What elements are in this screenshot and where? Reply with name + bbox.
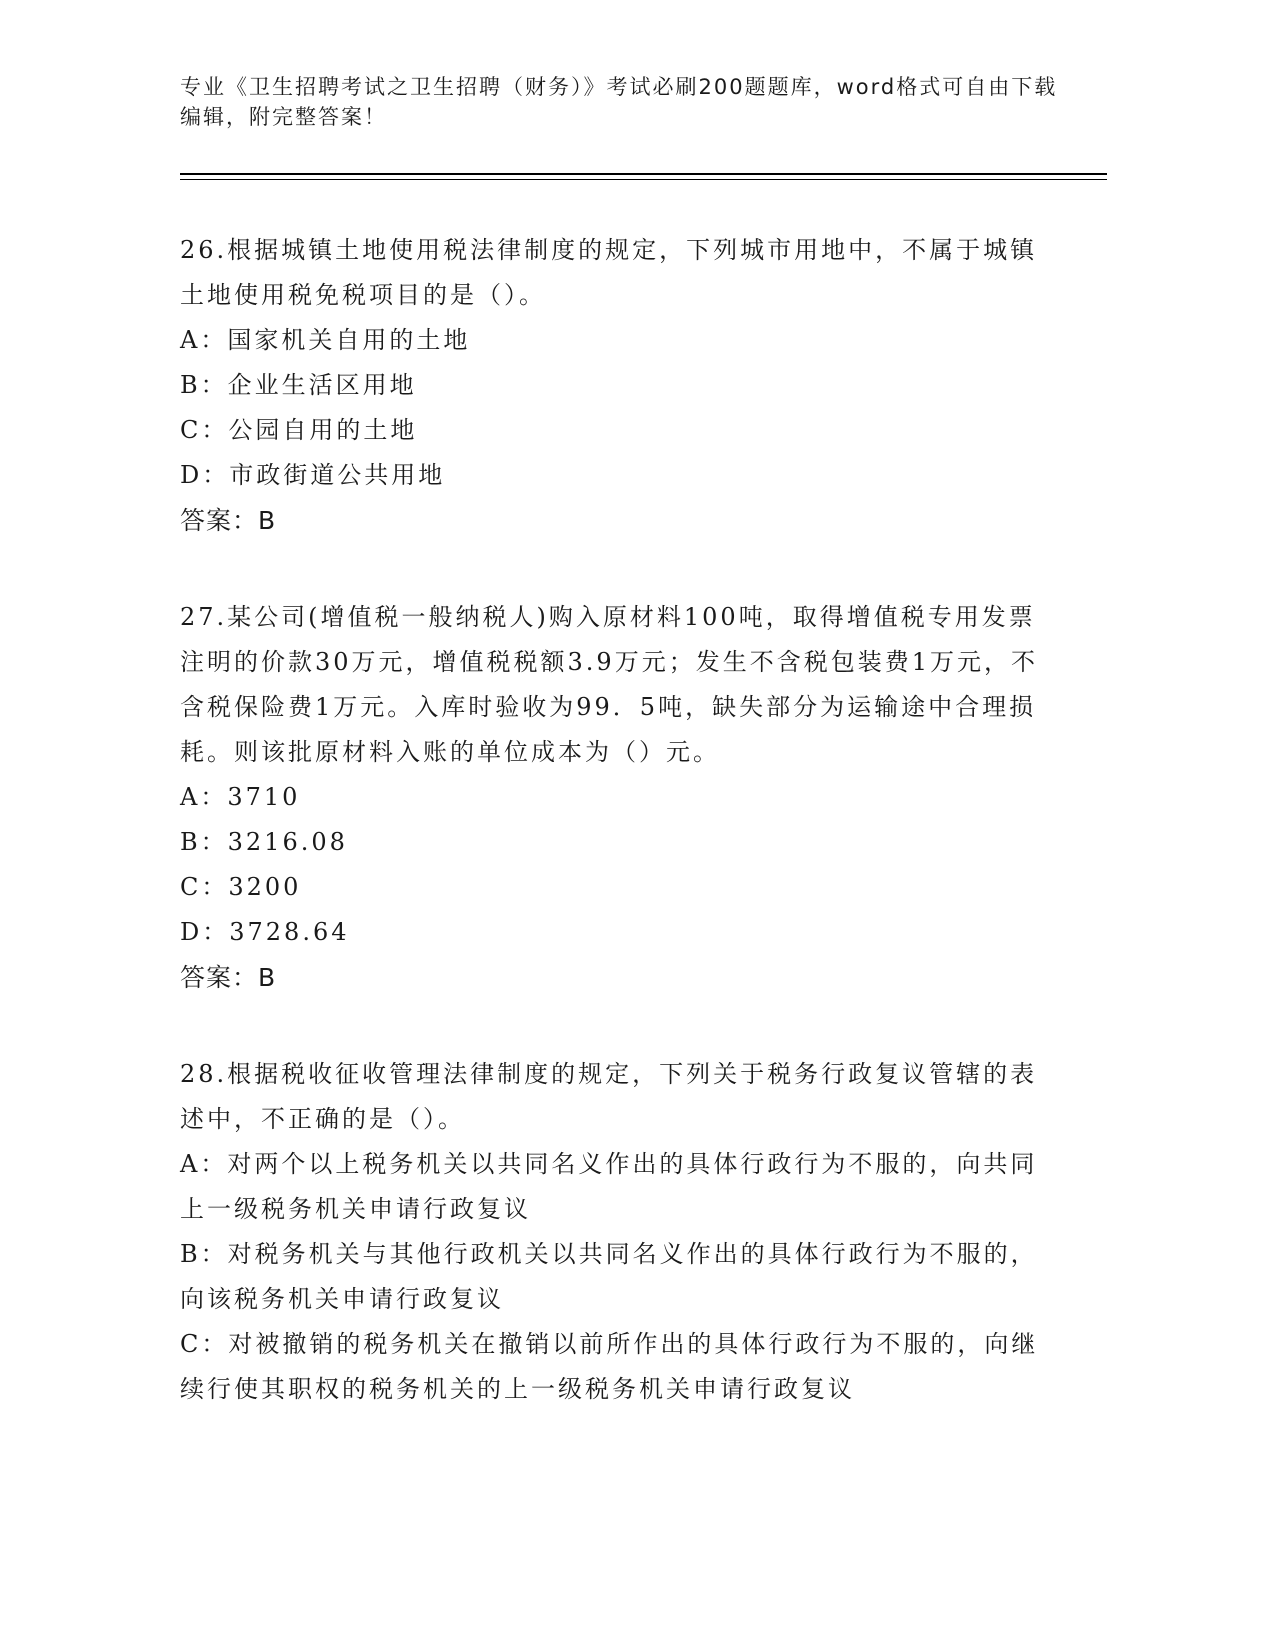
answer-label: 答案：B bbox=[180, 506, 277, 535]
question-text: 26.根据城镇土地使用税法律制度的规定，下列城市用地中，不属于城镇土地使用税免税项目的是（）。 bbox=[180, 236, 1038, 309]
question-28 bbox=[180, 1052, 1060, 1412]
option-c: C：公园自用的土地 bbox=[180, 416, 418, 444]
header-divider-thin bbox=[180, 179, 1107, 180]
option-a: A：对两个以上税务机关以共同名义作出的具体行政行为不服的，向共同上一级税务机关申请行政复议 bbox=[180, 1150, 1038, 1223]
option-b: B：对税务机关与其他行政机关以共同名义作出的具体行政行为不服的，向该税务机关申请行政复议 bbox=[180, 1240, 1038, 1313]
option-c: C：3200 bbox=[180, 873, 302, 901]
option-b: B：3216.08 bbox=[180, 828, 348, 856]
option-a: A：3710 bbox=[180, 783, 301, 811]
header-divider bbox=[180, 173, 1107, 175]
answer-label: 答案：B bbox=[180, 963, 277, 992]
option-a: A：国家机关自用的土地 bbox=[180, 326, 471, 354]
question-27 bbox=[180, 595, 1060, 1000]
question-text: 28.根据税收征收管理法律制度的规定，下列关于税务行政复议管辖的表述中，不正确的是（）。 bbox=[180, 1060, 1038, 1133]
option-d: D：市政街道公共用地 bbox=[180, 461, 446, 489]
question-26 bbox=[180, 228, 1060, 543]
option-c: C：对被撤销的税务机关在撤销以前所作出的具体行政行为不服的，向继续行使其职权的税务机关的上一级税务机关申请行政复议 bbox=[180, 1330, 1039, 1403]
option-d: D：3728.64 bbox=[180, 918, 350, 946]
question-text: 27.某公司(增值税一般纳税人)购入原材料100吨，取得增值税专用发票注明的价款30万元，增值税税额3.9万元；发生不含税包装费1万元，不含税保险费1万元。入库时验收为99．5吨，缺失部分为运输途中合理损耗。则该批原材料入账的单位成本为（）元。 bbox=[180, 603, 1038, 766]
document-header: 专业《卫生招聘考试之卫生招聘（财务）》考试必刷200题题库，word格式可自由下载编辑，附完整答案！ bbox=[180, 75, 1058, 129]
option-b: B：企业生活区用地 bbox=[180, 371, 417, 399]
question-list bbox=[180, 228, 1060, 1464]
